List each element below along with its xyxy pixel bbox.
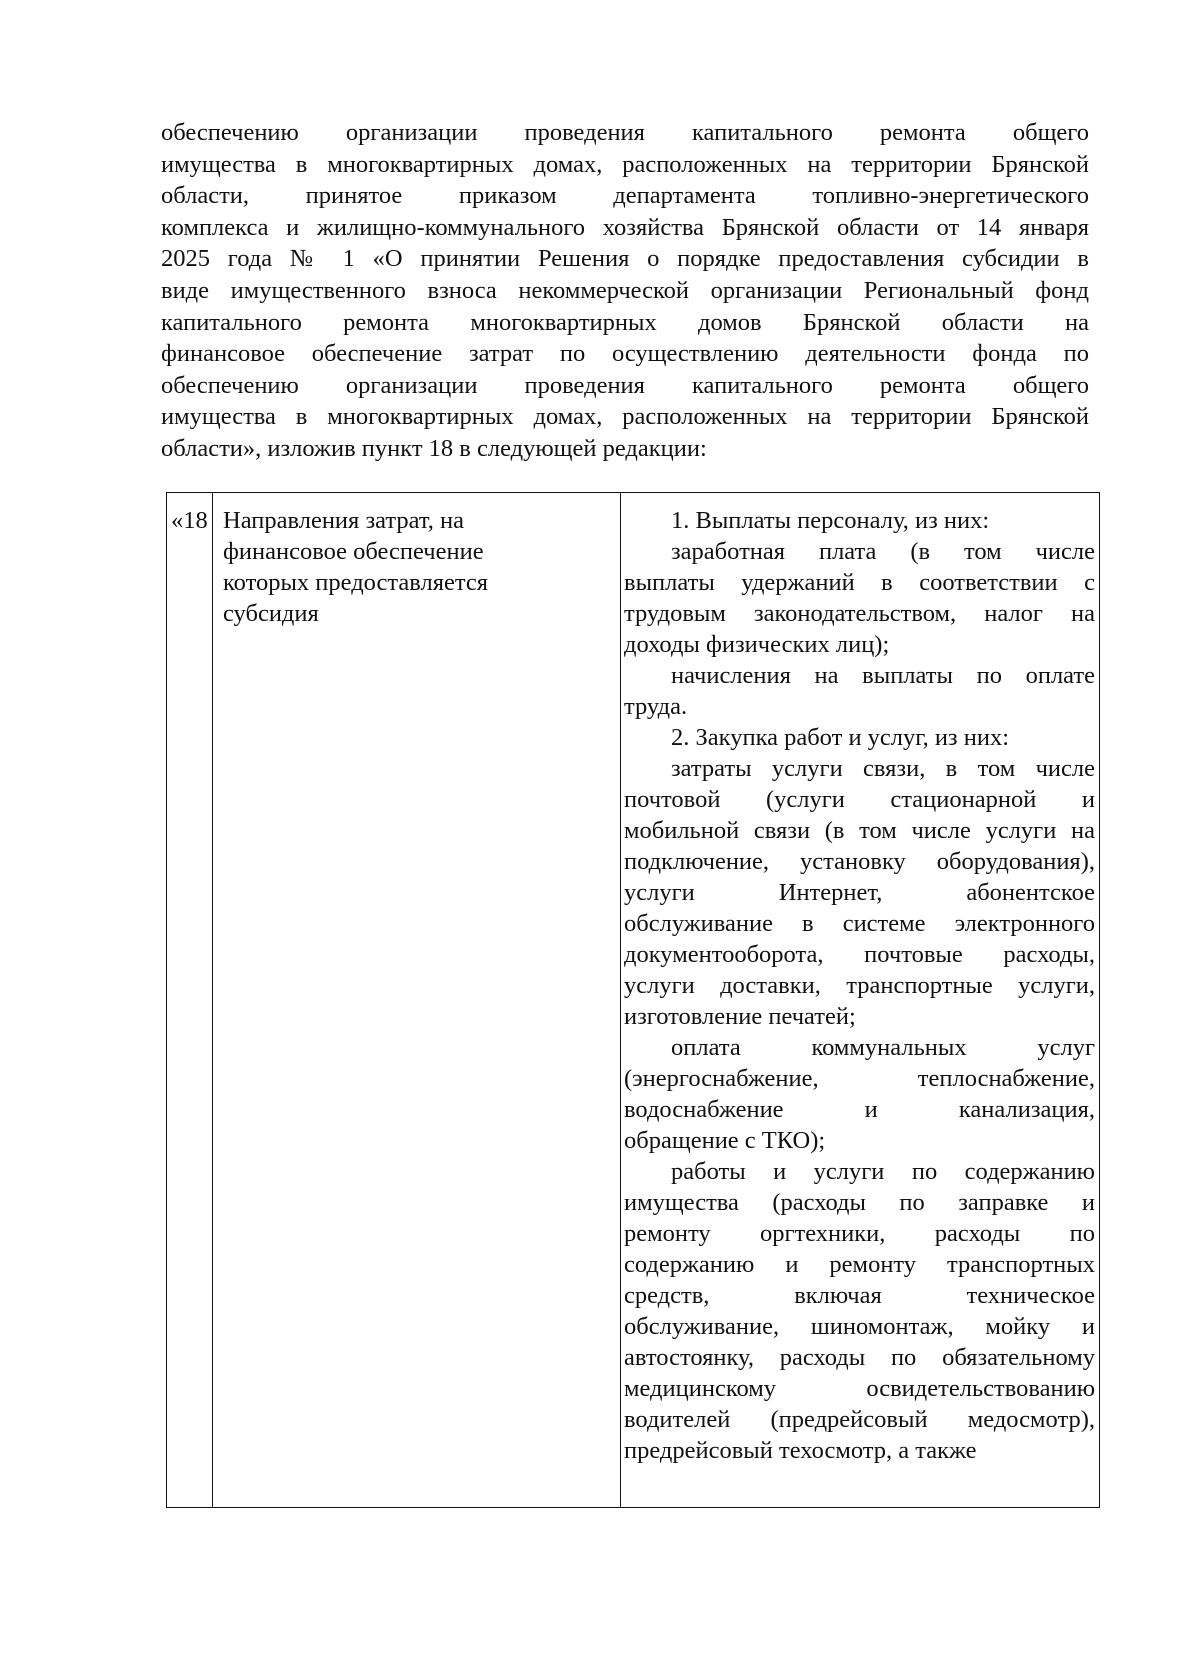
item-line: мобильной связи (в том числе услуги на [624, 817, 1095, 844]
item-line: трудовым законодательством, налог на [624, 600, 1095, 627]
direction-line: которых предоставляется [223, 569, 489, 596]
item-line: средств, включая техническое [624, 1282, 1095, 1309]
item-line: услуги Интернет, абонентское [624, 879, 1095, 906]
intro-line: имущества в многоквартирных домах, расположенных на территории Брянской [161, 150, 1089, 178]
item-line: содержанию и ремонту транспортных [624, 1251, 1095, 1278]
item-line: документооборота, почтовые расходы, [624, 941, 1095, 968]
expense-table [166, 492, 1100, 1508]
item-line: работы и услуги по содержанию [671, 1158, 1095, 1185]
expense-items-cell [624, 505, 1095, 1466]
intro-line: капитального ремонта многоквартирных домов Брянской области на [161, 308, 1089, 336]
item-line: оплата коммунальных услуг [671, 1034, 1095, 1061]
item-line: обращение с ТКО); [624, 1127, 826, 1154]
intro-line: финансовое обеспечение затрат по осуществлению деятельности фонда по [161, 340, 1089, 368]
direction-line: Направления затрат, на [223, 507, 464, 534]
item-line: затраты услуги связи, в том числе [671, 755, 1095, 782]
item-line: выплаты удержаний в соответствии с [624, 569, 1095, 596]
intro-line: области», изложив пункт 18 в следующей редакции: [161, 434, 707, 462]
item-line: водоснабжение и канализация, [624, 1096, 1095, 1123]
item-line: медицинскому освидетельствованию [624, 1375, 1095, 1402]
item-line: предрейсовый техосмотр, а также [624, 1437, 977, 1464]
intro-line: области, принятое приказом департамента топливно-энергетического [161, 182, 1089, 210]
item-line: автостоянку, расходы по обязательному [624, 1344, 1095, 1371]
item-line: ремонту оргтехники, расходы по [624, 1220, 1095, 1247]
direction-line: субсидия [223, 600, 319, 627]
item-line: начисления на выплаты по оплате [671, 662, 1095, 689]
item-line: имущества (расходы по заправке и [624, 1189, 1095, 1216]
intro-paragraph [161, 117, 1089, 465]
intro-line: обеспечению организации проведения капитального ремонта общего [161, 119, 1089, 146]
table-divider [620, 493, 621, 1507]
item-line: труда. [624, 693, 688, 720]
item-line: 1. Выплаты персоналу, из них: [671, 507, 990, 534]
intro-line: обеспечению организации проведения капитального ремонта общего [161, 371, 1089, 399]
item-line: обслуживание, шиномонтаж, мойку и [624, 1313, 1095, 1340]
item-line: водителей (предрейсовый медосмотр), [624, 1406, 1095, 1433]
item-line: 2. Закупка работ и услуг, из них: [671, 724, 1010, 751]
item-line: обслуживание в системе электронного [624, 910, 1095, 937]
intro-line: комплекса и жилищно-коммунального хозяйства Брянской области от 14 января [161, 213, 1089, 241]
table-divider [212, 493, 213, 1507]
item-line: услуги доставки, транспортные услуги, [624, 972, 1095, 999]
intro-line: имущества в многоквартирных домах, расположенных на территории Брянской [161, 403, 1089, 431]
item-line: (энергоснабжение, теплоснабжение, [624, 1065, 1095, 1092]
item-line: почтовой (услуги стационарной и [624, 786, 1095, 813]
intro-line: 2025 года № 1 «О принятии Решения о порядке предоставления субсидии в [161, 245, 1089, 273]
item-line: изготовление печатей; [624, 1003, 856, 1030]
direction-cell [223, 505, 603, 629]
intro-line: виде имущественного взноса некоммерческой организации Региональный фонд [161, 276, 1089, 304]
direction-line: финансовое обеспечение [223, 538, 484, 565]
item-line: доходы физических лиц); [624, 631, 890, 658]
item-line: подключение, установку оборудования), [624, 848, 1095, 875]
row-number-cell: «18 [171, 507, 208, 534]
item-line: заработная плата (в том числе [671, 538, 1095, 565]
